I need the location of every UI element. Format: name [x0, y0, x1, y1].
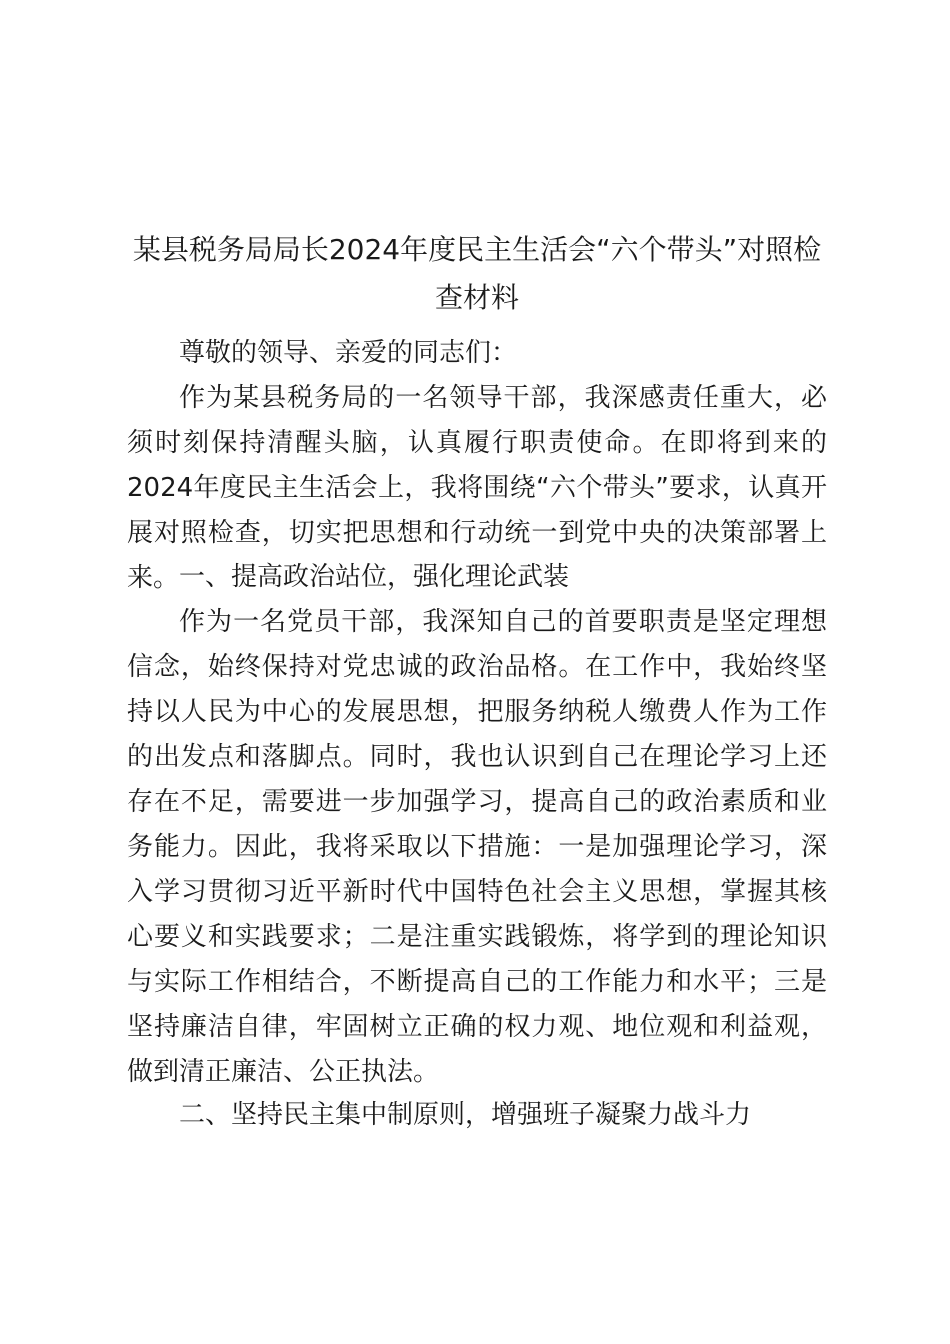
document-title: 某县税务局局长2024年度民主生活会“六个带头”对照检查材料 — [132, 233, 822, 314]
section-heading-2: 二、坚持民主集中制原则，增强班子凝聚力战斗力 — [179, 1100, 752, 1130]
intro-paragraph: 作为某县税务局的一名领导干部，我深感责任重大，必须时刻保持清醒头脑，认真履行职责使命。在即将到来的2024年度民主生活会上，我将围绕“六个带头”要求，认真开展对照检查，切实把思想和行动统一到党中央的决策部署上来。 — [127, 383, 827, 593]
section-1-paragraph: 作为一名党员干部，我深知自己的首要职责是坚定理想信念，始终保持对党忠诚的政治品格。在工作中，我始终坚持以人民为中心的发展思想，把服务纳税人缴费人作为工作的出发点和落脚点。同时，我也认识到自己在理论学习上还存在不足，需要进一步加强学习，提高自己的政治素质和业务能力。因此，我将采取以下措施：一是加强理论学习，深入学习贯彻习近平新时代中国特色社会主义思想，掌握其核心要义和实践要求；二是注重实践锻炼，将学到的理论知识与实际工作相结合，不断提高自己的工作能力和水平；三是坚持廉洁自律，牢固树立正确的权力观、地位观和利益观，做到清正廉洁、公正执法。 — [127, 607, 827, 1087]
greeting-paragraph: 尊敬的领导、亲爱的同志们： — [179, 338, 518, 368]
section-heading-1: 一、提高政治站位，强化理论武装 — [179, 562, 570, 592]
